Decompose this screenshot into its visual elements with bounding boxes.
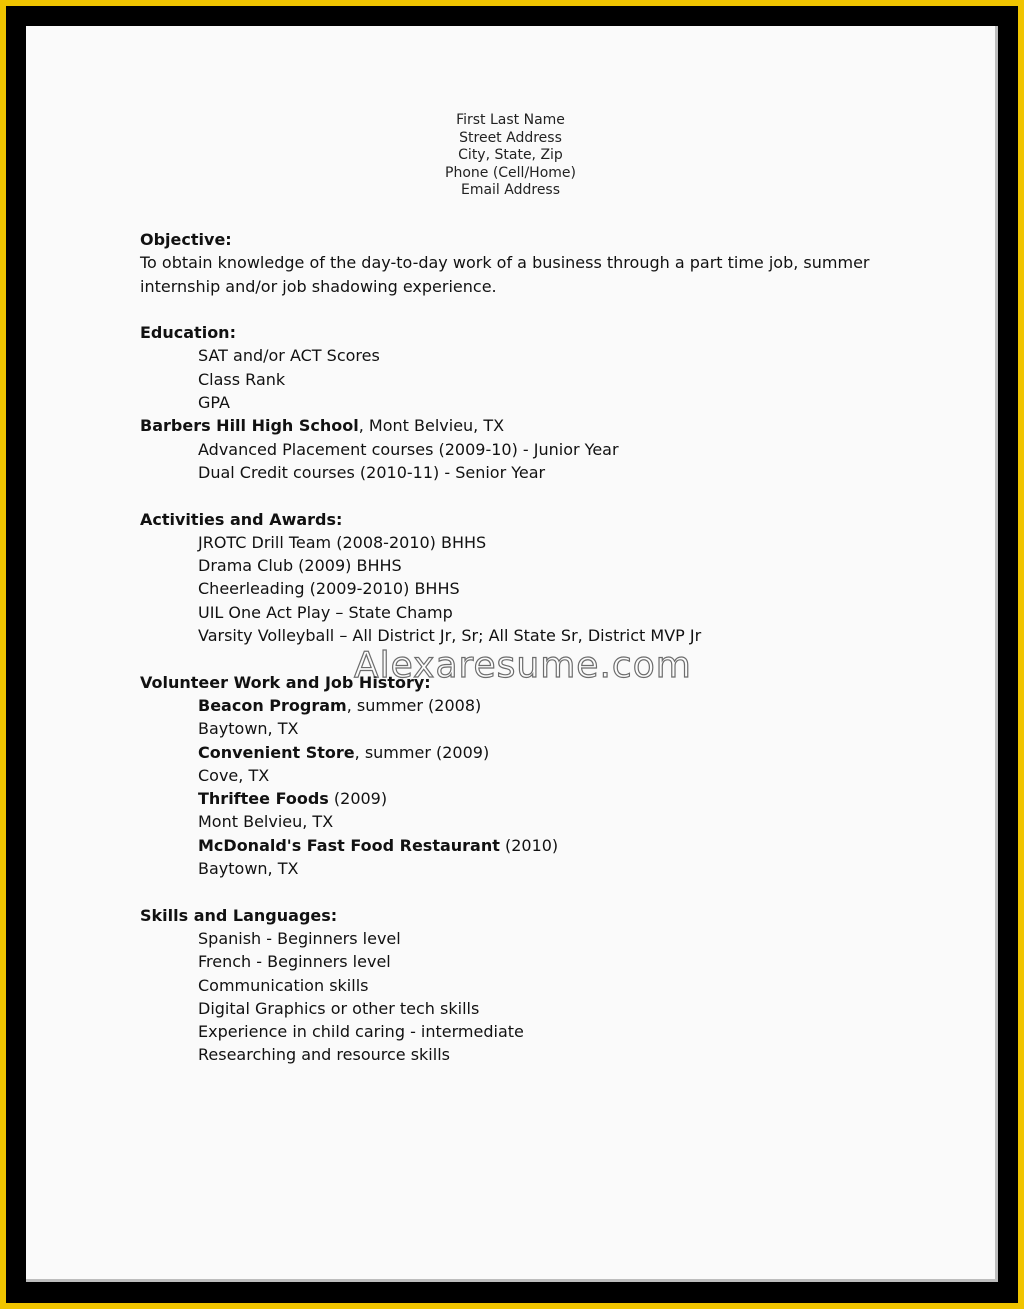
school-location: , Mont Belvieu, TX (358, 416, 505, 436)
email: Email Address (460, 182, 561, 198)
phone: Phone (Cell/Home) (445, 164, 576, 181)
job-title-line (140, 787, 900, 810)
skill-item: French - Beginners level (198, 952, 391, 972)
job-location: Cove, TX (198, 765, 270, 785)
job-name: Thriftee Foods (198, 789, 329, 809)
education-item: Class Rank (198, 369, 286, 389)
activity-item: Drama Club (2009) BHHS (198, 556, 402, 576)
activities-heading: Activities and Awards: (140, 509, 343, 529)
education-heading: Education: (140, 323, 236, 343)
job-detail: (2010) (499, 835, 559, 855)
job-name: McDonald's Fast Food Restaurant (198, 835, 500, 855)
activity-item: JROTC Drill Team (2008-2010) BHHS (198, 532, 487, 552)
activity-item: Varsity Volleyball – All District Jr, Sr; All State Sr, District MVP Jr (198, 626, 702, 646)
skill-item: Digital Graphics or other tech skills (198, 998, 480, 1018)
job-location: Baytown, TX (198, 859, 299, 879)
course-item: Dual Credit courses (2010-11) - Senior Year (198, 462, 546, 482)
job-title-line (140, 694, 900, 717)
skill-item: Spanish - Beginners level (198, 928, 401, 948)
school-name: Barbers Hill High School (140, 416, 359, 436)
job-detail: (2009) (328, 789, 388, 809)
objective-text-line2: internship and/or job shadowing experience. (140, 276, 497, 296)
city-state-zip: City, State, Zip (458, 147, 563, 163)
job-location: Baytown, TX (198, 719, 299, 739)
skills-heading: Skills and Languages: (140, 905, 338, 925)
street-address: Street Address (459, 129, 562, 146)
job-title-line (140, 834, 900, 857)
job-detail: , summer (2008) (346, 695, 482, 715)
skill-item: Experience in child caring - intermediate (198, 1022, 524, 1042)
school-line (140, 414, 900, 437)
skill-item: Researching and resource skills (198, 1045, 450, 1065)
skill-item: Communication skills (198, 975, 369, 995)
name: First Last Name (456, 112, 565, 128)
education-item: SAT and/or ACT Scores (198, 346, 380, 366)
contact-header (26, 112, 995, 200)
activity-item: UIL One Act Play – State Champ (198, 602, 453, 622)
education-item: GPA (198, 393, 230, 413)
job-name: Beacon Program (198, 695, 347, 715)
course-item: Advanced Placement courses (2009-10) - Junior Year (198, 439, 619, 459)
job-title-line (140, 741, 900, 764)
watermark: Alexaresume.com (354, 645, 692, 686)
job-detail: , summer (2009) (354, 742, 490, 762)
work-heading: Volunteer Work and Job History: (140, 672, 431, 692)
job-name: Convenient Store (198, 742, 355, 762)
objective-heading: Objective: (140, 230, 232, 249)
objective-text-line1: To obtain knowledge of the day-to-day work of a business through a part time job, summer (140, 253, 870, 273)
job-location: Mont Belvieu, TX (198, 812, 334, 832)
activity-item: Cheerleading (2009-2010) BHHS (198, 579, 460, 599)
